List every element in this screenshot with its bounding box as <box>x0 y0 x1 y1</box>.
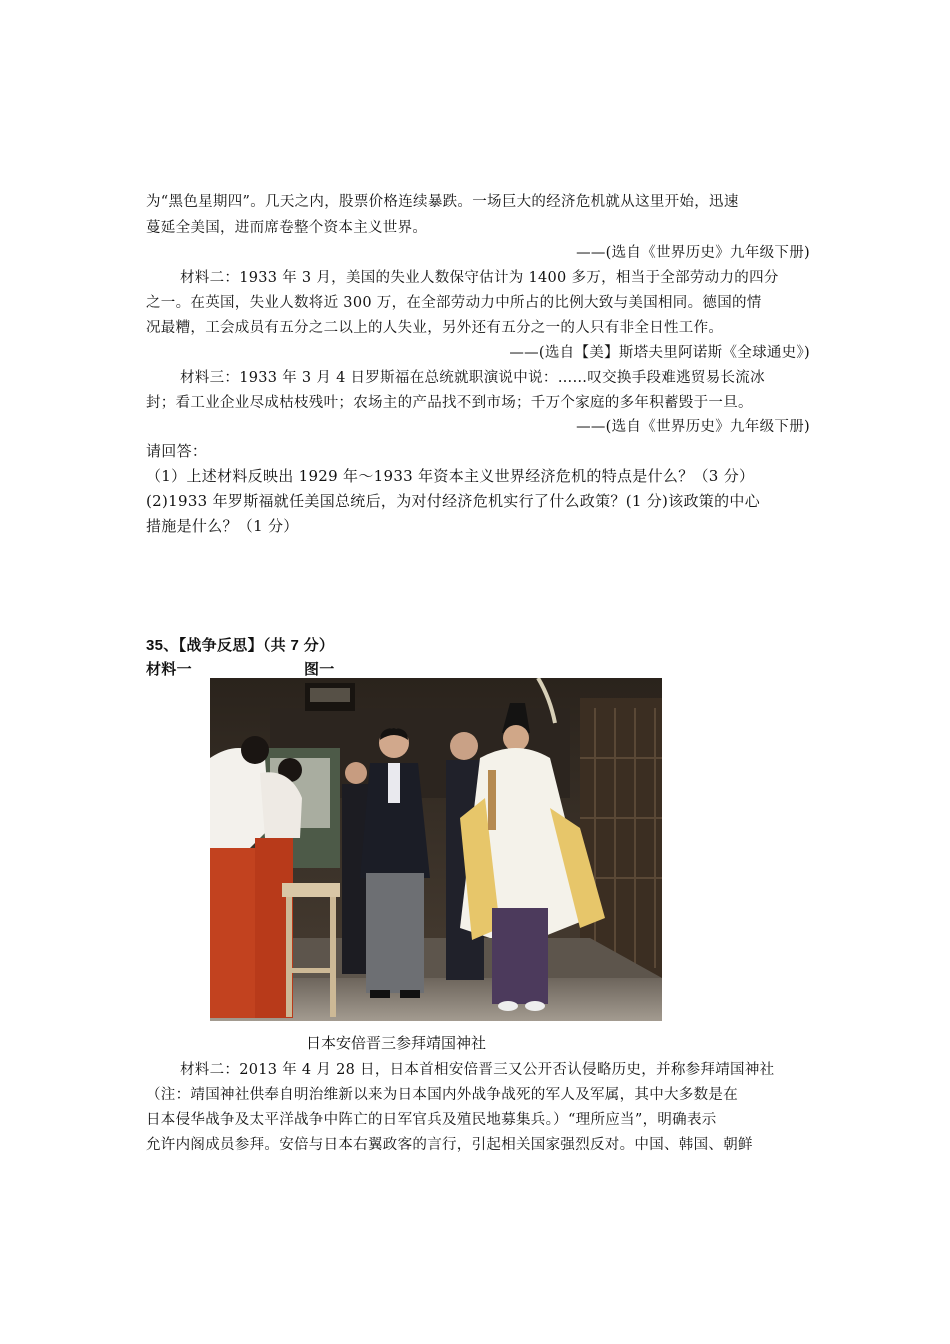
material2-line2: 之一。在英国，失业人数将近 300 万，在全部劳动力中所占的比例大致与美国相同。德国的情 <box>146 295 762 311</box>
section-35-title: 35、【战争反思】（共 7 分） <box>146 637 335 654</box>
question-2-line1: (2)1933 年罗斯福就任美国总统后，为对付经济危机实行了什么政策？(1 分)该政策的中心 <box>146 492 761 510</box>
figure-label: 图一 <box>304 661 335 678</box>
material2-source: ——(选自【美】斯塔夫里阿诺斯《全球通史》) <box>509 345 810 361</box>
material3-source: ——(选自《世界历史》九年级下册) <box>576 419 810 435</box>
material1-source: ——(选自《世界历史》九年级下册) <box>576 245 810 261</box>
questions-prompt: 请回答： <box>146 442 208 460</box>
material1-label: 材料一 <box>146 661 192 678</box>
photo-caption: 日本安倍晋三参拜靖国神社 <box>306 1034 487 1052</box>
material2-35-line4: 允许内阁成员参拜。安倍与日本右翼政客的言行，引起相关国家强烈反对。中国、韩国、朝鲜 <box>146 1137 753 1153</box>
shrine-visit-photo <box>210 678 662 1021</box>
material2-35-line2: （注：靖国神社供奉自明治维新以来为日本国内外战争战死的军人及军属，其中大多数是在 <box>146 1087 738 1103</box>
material3-line1: 材料三：1933 年 3 月 4 日罗斯福在总统就职演说中说：……叹交换手段难逃贸易长流冰 <box>180 370 765 386</box>
material2-35-line3: 日本侵华战争及太平洋战争中阵亡的日军官兵及殖民地募集兵。）“理所应当”，明确表示 <box>146 1112 717 1128</box>
material2-35-line1: 材料二：2013 年 4 月 28 日，日本首相安倍晋三又公开否认侵略历史，并称参拜靖国神社 <box>180 1062 775 1078</box>
material2-line1: 材料二：1933 年 3 月，美国的失业人数保守估计为 1400 多万，相当于全部劳动力的四分 <box>180 270 779 286</box>
material3-line2: 封；看工业企业尽成枯枝残叶；农场主的产品找不到市场；千万个家庭的多年积蓄毁于一旦。 <box>146 395 753 411</box>
material2-line3: 况最糟，工会成员有五分之二以上的人失业，另外还有五分之一的人只有非全日性工作。 <box>146 320 724 336</box>
question-1: （1）上述材料反映出 1929 年～1933 年资本主义世界经济危机的特点是什么？（3 分） <box>146 467 755 485</box>
material1-line1: 为“黑色星期四”。几天之内，股票价格连续暴跌。一场巨大的经济危机就从这里开始，迅速 <box>146 194 739 210</box>
material1-line2: 蔓延全美国，进而席卷整个资本主义世界。 <box>146 220 428 236</box>
question-2-line2: 措施是什么？（1 分） <box>146 517 299 535</box>
